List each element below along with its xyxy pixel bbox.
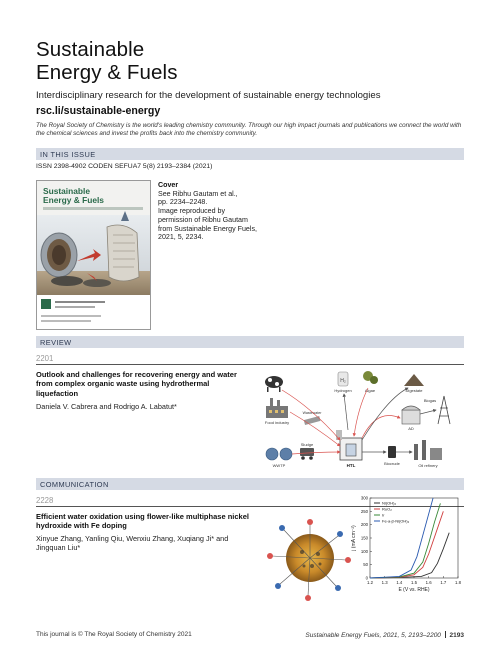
journal-name-line2: Energy & Fuels bbox=[36, 61, 178, 84]
article-page-number: 2201 bbox=[36, 354, 54, 363]
y-tick-label: 250 bbox=[360, 508, 368, 514]
article-page-number: 2228 bbox=[36, 496, 54, 505]
footer-copyright: This journal is © The Royal Society of Chemistry 2021 bbox=[36, 631, 192, 638]
journal-url[interactable]: rsc.li/sustainable-energy bbox=[36, 105, 161, 117]
cover-line: pp. 2234–2248. bbox=[158, 198, 208, 207]
label-ad: AD bbox=[408, 426, 414, 431]
masthead bbox=[36, 38, 466, 138]
footer-citation bbox=[305, 631, 464, 639]
journal-intro: The Royal Society of Chemistry is the world's leading chemistry community. Through our high impact journals and publications we connect the world with the chemical sciences and invest the profits back into the chemistry community. bbox=[36, 122, 462, 137]
cover-artwork bbox=[37, 181, 151, 330]
svg-text:H₂: H₂ bbox=[340, 378, 346, 384]
issn-line: ISSN 2398-4902 CODEN SEFUA7 5(8) 2193–2384 (2021) bbox=[36, 163, 213, 170]
y-tick-label: 150 bbox=[360, 535, 368, 541]
footer-separator bbox=[445, 631, 446, 638]
section-label: REVIEW bbox=[40, 337, 72, 347]
cover-caption bbox=[158, 181, 257, 242]
algae-icon bbox=[363, 371, 378, 384]
section-bar-communication bbox=[36, 478, 464, 490]
label-sludge: Sludge bbox=[300, 442, 314, 447]
digestate-icon bbox=[404, 374, 424, 386]
article-divider bbox=[36, 364, 464, 365]
article-title[interactable]: Outlook and challenges for recovering energy and water from complex organic waste using hydrothermal liquefaction bbox=[36, 370, 237, 398]
refinery-icon bbox=[414, 440, 442, 460]
biocrude-barrel-icon bbox=[388, 446, 396, 458]
x-tick-label: 1.4 bbox=[396, 580, 403, 585]
journal-tagline: Interdisciplinary research for the development of sustainable energy technologies bbox=[36, 90, 381, 101]
cover-title-line2: Energy & Fuels bbox=[43, 195, 104, 205]
cover-line: from Sustainable Energy Fuels, bbox=[158, 224, 257, 233]
legend-label: Fe-a-β-Ni(OH)₂ bbox=[382, 518, 410, 524]
y-tick-label: 200 bbox=[360, 522, 368, 528]
footer-page-number: 2193 bbox=[449, 632, 464, 639]
cover-image[interactable] bbox=[36, 180, 151, 330]
factory-icon bbox=[266, 398, 288, 418]
cover-heading: Cover bbox=[158, 181, 179, 189]
chart-ylabel: j (mA cm⁻²) bbox=[351, 525, 357, 551]
lsv-chart bbox=[350, 494, 464, 600]
review-graphical-abstract bbox=[262, 368, 462, 472]
y-tick-label: 300 bbox=[360, 495, 368, 501]
label-wastewater: Wastewater bbox=[302, 411, 322, 415]
label-wwtp: WWTP bbox=[272, 463, 286, 468]
wwtp-icon bbox=[266, 448, 292, 460]
legend-label: Ir bbox=[382, 512, 385, 518]
article-authors: Xinyue Zhang, Yanling Qiu, Wenxiu Zhang, Xuqiang Ji* and Jingquan Liu* bbox=[36, 534, 229, 553]
section-label: COMMUNICATION bbox=[40, 479, 109, 489]
power-pylon-icon bbox=[438, 396, 450, 424]
label-hydrogen: Hydrogen bbox=[334, 388, 352, 393]
y-tick-label: 100 bbox=[360, 548, 368, 554]
article-title[interactable]: Efficient water oxidation using flower-like multiphase nickel hydroxide with Fe doping bbox=[36, 512, 249, 531]
hydrogen-icon bbox=[338, 372, 348, 386]
article-authors: Daniela V. Cabrera and Rodrigo A. Labatut* bbox=[36, 402, 177, 411]
label-food-industry: Food industry bbox=[264, 420, 290, 425]
cover-line: Image reproduced by bbox=[158, 207, 226, 216]
chart-xlabel: E (V vs. RHE) bbox=[398, 587, 430, 593]
x-tick-label: 1.6 bbox=[425, 580, 432, 585]
y-tick-label: 0 bbox=[365, 575, 368, 581]
digester-icon bbox=[402, 406, 420, 424]
x-tick-label: 1.5 bbox=[411, 580, 417, 585]
x-tick-label: 1.7 bbox=[440, 580, 447, 585]
cover-line: permission of Ribhu Gautam bbox=[158, 215, 248, 224]
cow-icon bbox=[265, 376, 283, 392]
flower-nanostructure-image bbox=[262, 508, 358, 604]
label-htl: HTL bbox=[346, 463, 356, 468]
x-tick-label: 1.3 bbox=[381, 580, 388, 585]
cover-line: See Ribhu Gautam et al., bbox=[158, 189, 238, 198]
y-tick-label: 50 bbox=[363, 562, 368, 568]
label-algae: Algae bbox=[364, 388, 376, 393]
label-oil-refinery: Oil refinery bbox=[418, 463, 438, 468]
x-tick-label: 1.2 bbox=[367, 580, 373, 585]
cover-title-line1: Sustainable bbox=[43, 186, 91, 196]
series-line bbox=[370, 500, 440, 578]
x-tick-label: 1.8 bbox=[455, 580, 461, 585]
label-digestate: Digestate bbox=[405, 388, 423, 393]
chart-legend bbox=[374, 501, 410, 524]
section-bar-in-this-issue bbox=[36, 148, 464, 160]
section-label: IN THIS ISSUE bbox=[40, 149, 96, 159]
cover-line: 2021, 5, 2234. bbox=[158, 233, 204, 242]
htl-reactor-icon bbox=[336, 430, 362, 460]
legend-label: RuO₂ bbox=[382, 506, 392, 512]
journal-name-line1: Sustainable bbox=[36, 38, 145, 61]
label-biogas: Biogas bbox=[423, 398, 437, 403]
sludge-icon bbox=[300, 448, 314, 460]
section-bar-review bbox=[36, 336, 464, 348]
label-biocrude: Biocrude bbox=[384, 461, 400, 466]
footer-citation-text: Sustainable Energy Fuels, 2021, 5, 2193–2200 bbox=[305, 632, 441, 639]
legend-label: Ni(OH)₂ bbox=[382, 500, 396, 506]
